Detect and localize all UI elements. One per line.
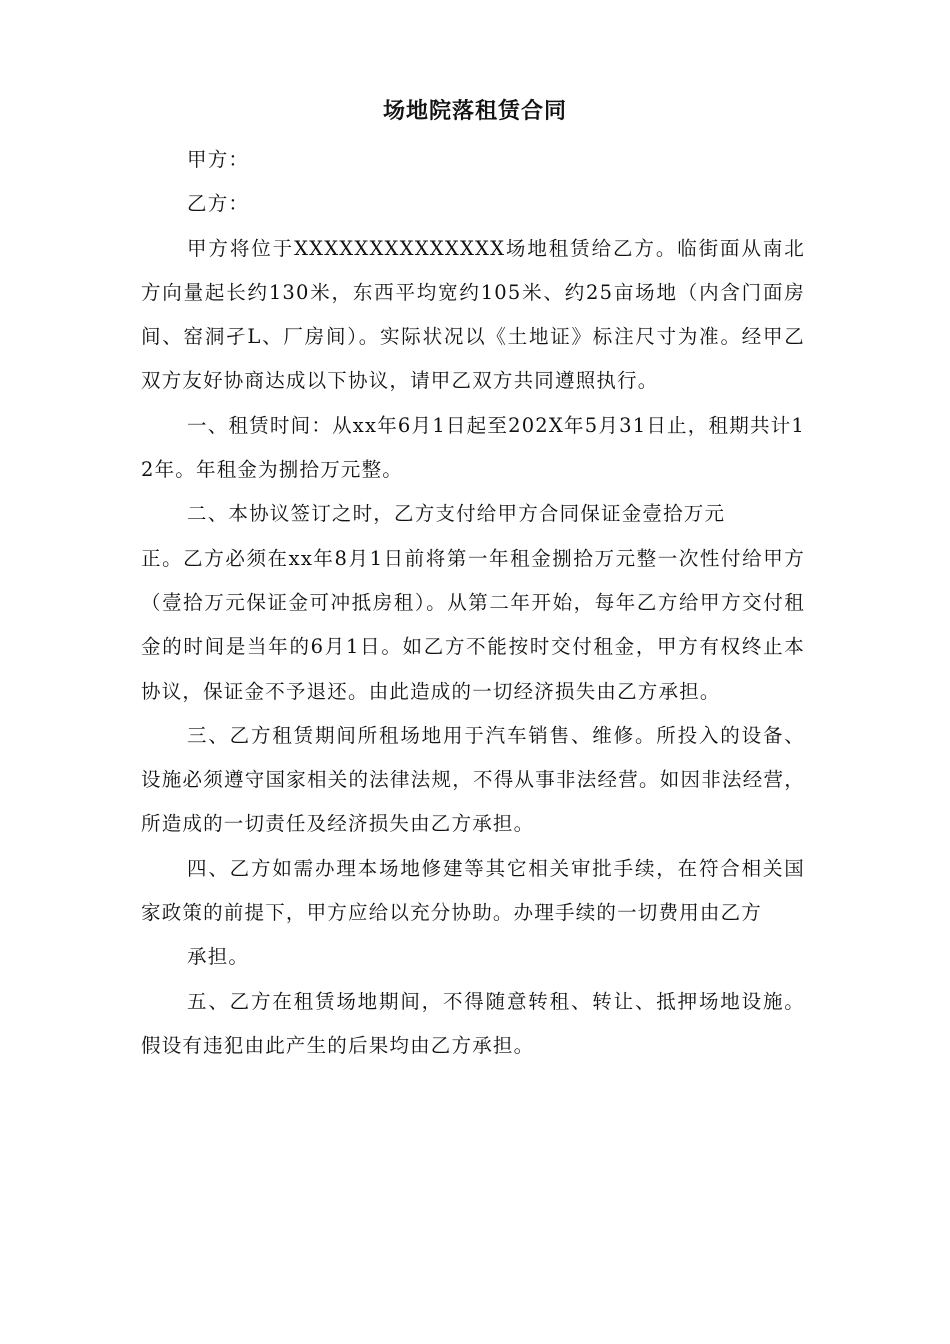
clause-4-continued-paragraph: 承担。: [187, 945, 250, 969]
clause-5-paragraph: 五、乙方在租赁场地期间，不得随意转租、转让、抵押场地设施。假设有违犯由此产生的后果均由乙方承担。: [141, 989, 805, 1057]
party-b-line: 乙方：: [187, 192, 250, 216]
clause-2-continued-paragraph: 正。乙方必须在xx年8月1日前将第一年租金捌拾万元整一次性付给甲方（壹拾万元保证金可冲抵房租）。从第二年开始，每年乙方给甲方交付租金的时间是当年的6月1日。如乙方不能按时交付租金，甲方有权终止本协议，保证金不予退还。由此造成的一切经济损失由乙方承担。: [141, 546, 805, 703]
clause-4-paragraph: 四、乙方如需办理本场地修建等其它相关审批手续，在符合相关国家政策的前提下，甲方应给以充分协助。办理手续的一切费用由乙方: [141, 856, 805, 925]
clause-1-paragraph: 一、租赁时间：从xx年6月1日起至202X年5月31日止，租期共计12年。年租金为捌拾万元整。: [141, 413, 805, 482]
clause-2-paragraph: 二、本协议签订之时，乙方支付给甲方合同保证金壹拾万元: [187, 502, 726, 526]
clause-3-paragraph: 三、乙方租赁期间所租场地用于汽车销售、维修。所投入的设备、设施必须遵守国家相关的法律法规，不得从事非法经营。如因非法经营，所造成的一切责任及经济损失由乙方承担。: [141, 723, 805, 836]
document-body: [141, 138, 805, 1068]
party-a-line: 甲方：: [187, 148, 250, 171]
intro-paragraph: 甲方将位于XXXXXXXXXXXXXX场地租赁给乙方。临街面从南北方向量起长约130米，东西平均宽约105米、约25亩场地（内含门面房间、窑洞孑L、厂房间）。实际状况以《土地证》标注尺寸为准。经甲乙双方友好协商达成以下协议，请甲乙双方共同遵照执行。: [141, 236, 805, 393]
document-title: 场地院落租赁合同: [382, 98, 567, 124]
